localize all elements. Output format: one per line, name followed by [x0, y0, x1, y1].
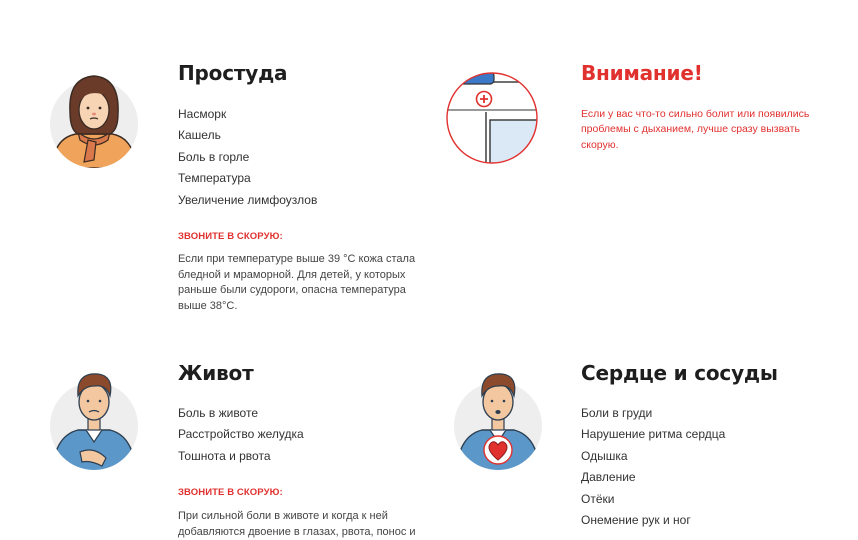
list-item: Боль в горле [178, 149, 250, 164]
heart-section [430, 330, 858, 540]
list-item: Одышка [581, 448, 628, 463]
cold-section [0, 0, 430, 330]
stomach-symptom-list [178, 403, 304, 467]
list-item: Кашель [178, 128, 221, 143]
list-item: Нарушение ритма сердца [581, 427, 726, 442]
list-item: Боль в животе [178, 406, 258, 420]
woman-with-scarf-icon [48, 72, 140, 164]
list-item: Тошнота и рвота [178, 448, 271, 463]
list-item: Отёки [581, 491, 615, 506]
cold-call-label: ЗВОНИТЕ В СКОРУЮ: [178, 231, 283, 242]
cold-title: Простуда [178, 61, 288, 85]
cold-symptom-list [178, 104, 317, 211]
stomach-title: Живот [178, 361, 254, 385]
man-with-heart-icon [452, 366, 544, 458]
list-item: Температура [178, 171, 251, 186]
attention-title: Внимание! [581, 61, 703, 85]
list-item: Расстройство желудка [178, 427, 304, 442]
ambulance-icon [446, 72, 538, 164]
man-holding-stomach-icon [48, 366, 140, 458]
stomach-call-text: При сильной боли в животе и когда к ней добавляются двоение в глазах, рвота, понос и [178, 510, 416, 538]
heart-title: Сердце и сосуды [581, 361, 778, 385]
list-item: Давление [581, 470, 636, 485]
stomach-call-label: ЗВОНИТЕ В СКОРУЮ: [178, 487, 283, 498]
attention-section [430, 0, 858, 330]
attention-text: Если у вас что-то сильно болит или появились проблемы с дыханием, лучше сразу вызвать скорую. [581, 108, 810, 151]
list-item: Боли в груди [581, 406, 653, 420]
cold-call-text: Если при температуре выше 39 °С кожа стала бледной и мраморной. Для детей, у которых раньше были судороги, опасна температура выше 38°С. [178, 253, 416, 312]
heart-symptom-list [581, 403, 725, 531]
list-item: Увеличение лимфоузлов [178, 192, 318, 207]
list-item: Онемение рук и ног [581, 513, 691, 528]
list-item: Насморк [178, 107, 227, 121]
stomach-section [0, 330, 430, 540]
